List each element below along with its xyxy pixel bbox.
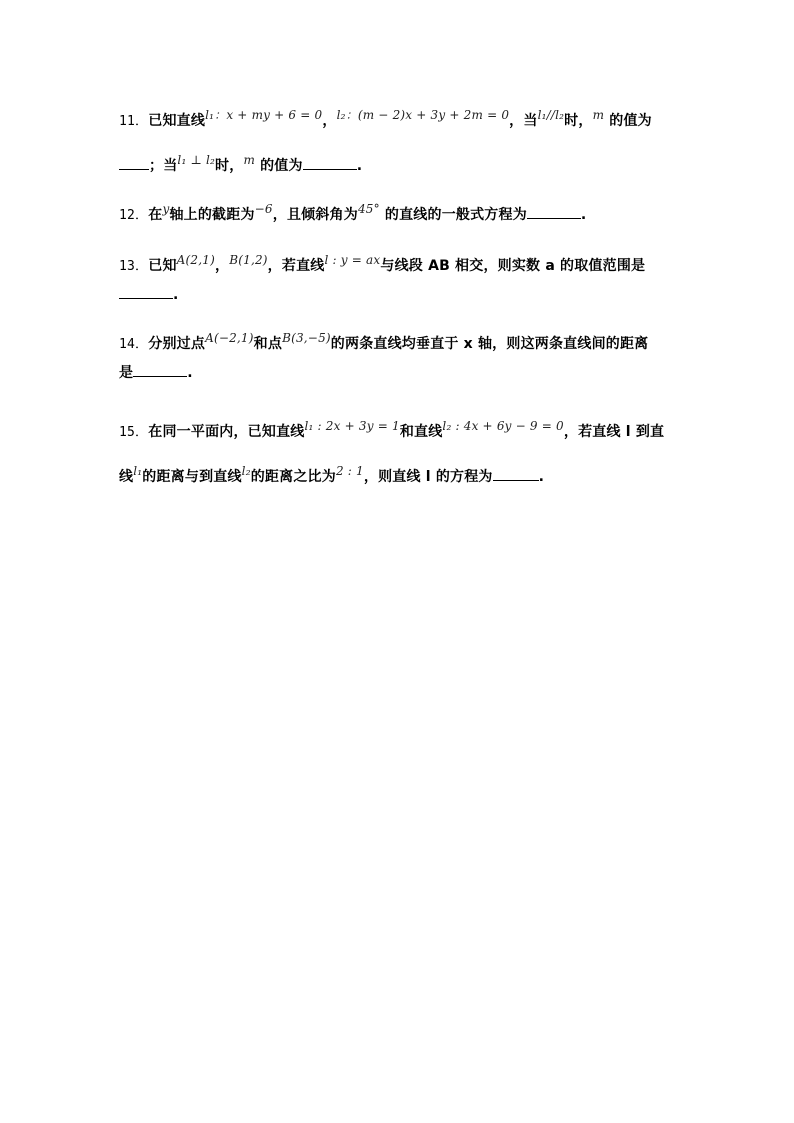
problem-text: . xyxy=(187,365,193,381)
problem-14 xyxy=(119,330,679,387)
problem-number: 15． xyxy=(119,425,149,440)
problem-text: 的距离之比为 xyxy=(250,469,336,485)
math-expression: 45° xyxy=(357,202,380,216)
math-expression: 2 : 1 xyxy=(335,464,364,478)
problem-text: . xyxy=(173,287,179,303)
problem-text: 时， xyxy=(564,113,593,129)
problem-text: 是 xyxy=(119,365,134,381)
problem-text: 与线段 AB 相交，则实数 a 的取值范围是 xyxy=(380,258,646,274)
problem-text: . xyxy=(356,158,363,174)
answer-blank[interactable] xyxy=(133,362,187,377)
problem-number: 14． xyxy=(119,337,149,352)
problem-text: 的直线的一般式方程为 xyxy=(379,207,527,223)
problem-text: ， xyxy=(215,258,230,274)
problem-text: ， xyxy=(322,113,337,129)
problem-number: 12． xyxy=(119,208,149,223)
problem-text: 已知直线 xyxy=(148,113,206,129)
problem-text: 的距离与到直线 xyxy=(142,469,242,485)
problem-text: 时， xyxy=(215,158,244,174)
math-expression: l₂：(m − 2)x + 3y + 2m = 0 xyxy=(336,108,510,122)
problem-text: 已知 xyxy=(148,258,177,274)
math-expression: y xyxy=(162,202,170,216)
problem-text: 轴上的截距为 xyxy=(169,207,255,223)
problem-text: ，则直线 l 的方程为 xyxy=(363,469,493,485)
problem-text: ；当 xyxy=(149,158,178,174)
problem-text: . xyxy=(538,469,545,485)
answer-blank[interactable] xyxy=(119,155,149,170)
math-expression: B(3,−5) xyxy=(282,331,331,345)
answer-blank[interactable] xyxy=(527,204,581,219)
problem-15 xyxy=(119,410,679,499)
math-expression: m xyxy=(243,153,256,167)
problem-number: 11． xyxy=(119,114,149,129)
math-expression: A(−2,1) xyxy=(205,331,254,345)
problem-12 xyxy=(119,193,679,238)
problem-11 xyxy=(119,99,679,188)
answer-blank[interactable] xyxy=(493,466,539,481)
problem-13 xyxy=(119,252,679,309)
problem-text: 的值为 xyxy=(255,158,303,174)
math-expression: −6 xyxy=(254,202,273,216)
problem-text: ，且倾斜角为 xyxy=(272,207,358,223)
problem-text: 分别过点 xyxy=(148,336,206,352)
problem-text: 和点 xyxy=(253,336,283,352)
problem-text: 在同一平面内，已知直线 xyxy=(148,424,305,440)
math-expression: m xyxy=(592,108,605,122)
math-expression: l₁ ⊥ l₂ xyxy=(177,153,216,167)
answer-blank[interactable] xyxy=(119,284,173,299)
problem-text: 和直线 xyxy=(399,424,443,440)
problem-number: 13． xyxy=(119,259,149,274)
math-expression: l₁ : 2x + 3y = 1 xyxy=(304,419,400,433)
problem-text: 线 xyxy=(119,469,134,485)
math-expression: l₂ xyxy=(241,464,251,478)
math-expression: l₁ xyxy=(133,464,143,478)
problem-text: ，若直线 xyxy=(267,258,325,274)
problem-text: . xyxy=(580,207,587,223)
math-expression: l₁：x + my + 6 = 0 xyxy=(205,108,323,122)
math-expression: l₁//l₂ xyxy=(537,108,565,122)
math-expression: A(2,1) xyxy=(176,253,215,267)
math-expression: B(1,2) xyxy=(229,253,268,267)
problem-text: 在 xyxy=(148,207,163,223)
math-expression: l : y = ax xyxy=(324,253,381,267)
problem-text: ，当 xyxy=(509,113,538,129)
answer-blank[interactable] xyxy=(303,155,357,170)
math-expression: l₂ : 4x + 6y − 9 = 0 xyxy=(442,419,564,433)
problem-text: 的值为 xyxy=(604,113,652,129)
problem-text: 的两条直线均垂直于 x 轴，则这两条直线间的距离 xyxy=(330,336,649,352)
problem-text: ，若直线 l 到直 xyxy=(563,424,665,440)
